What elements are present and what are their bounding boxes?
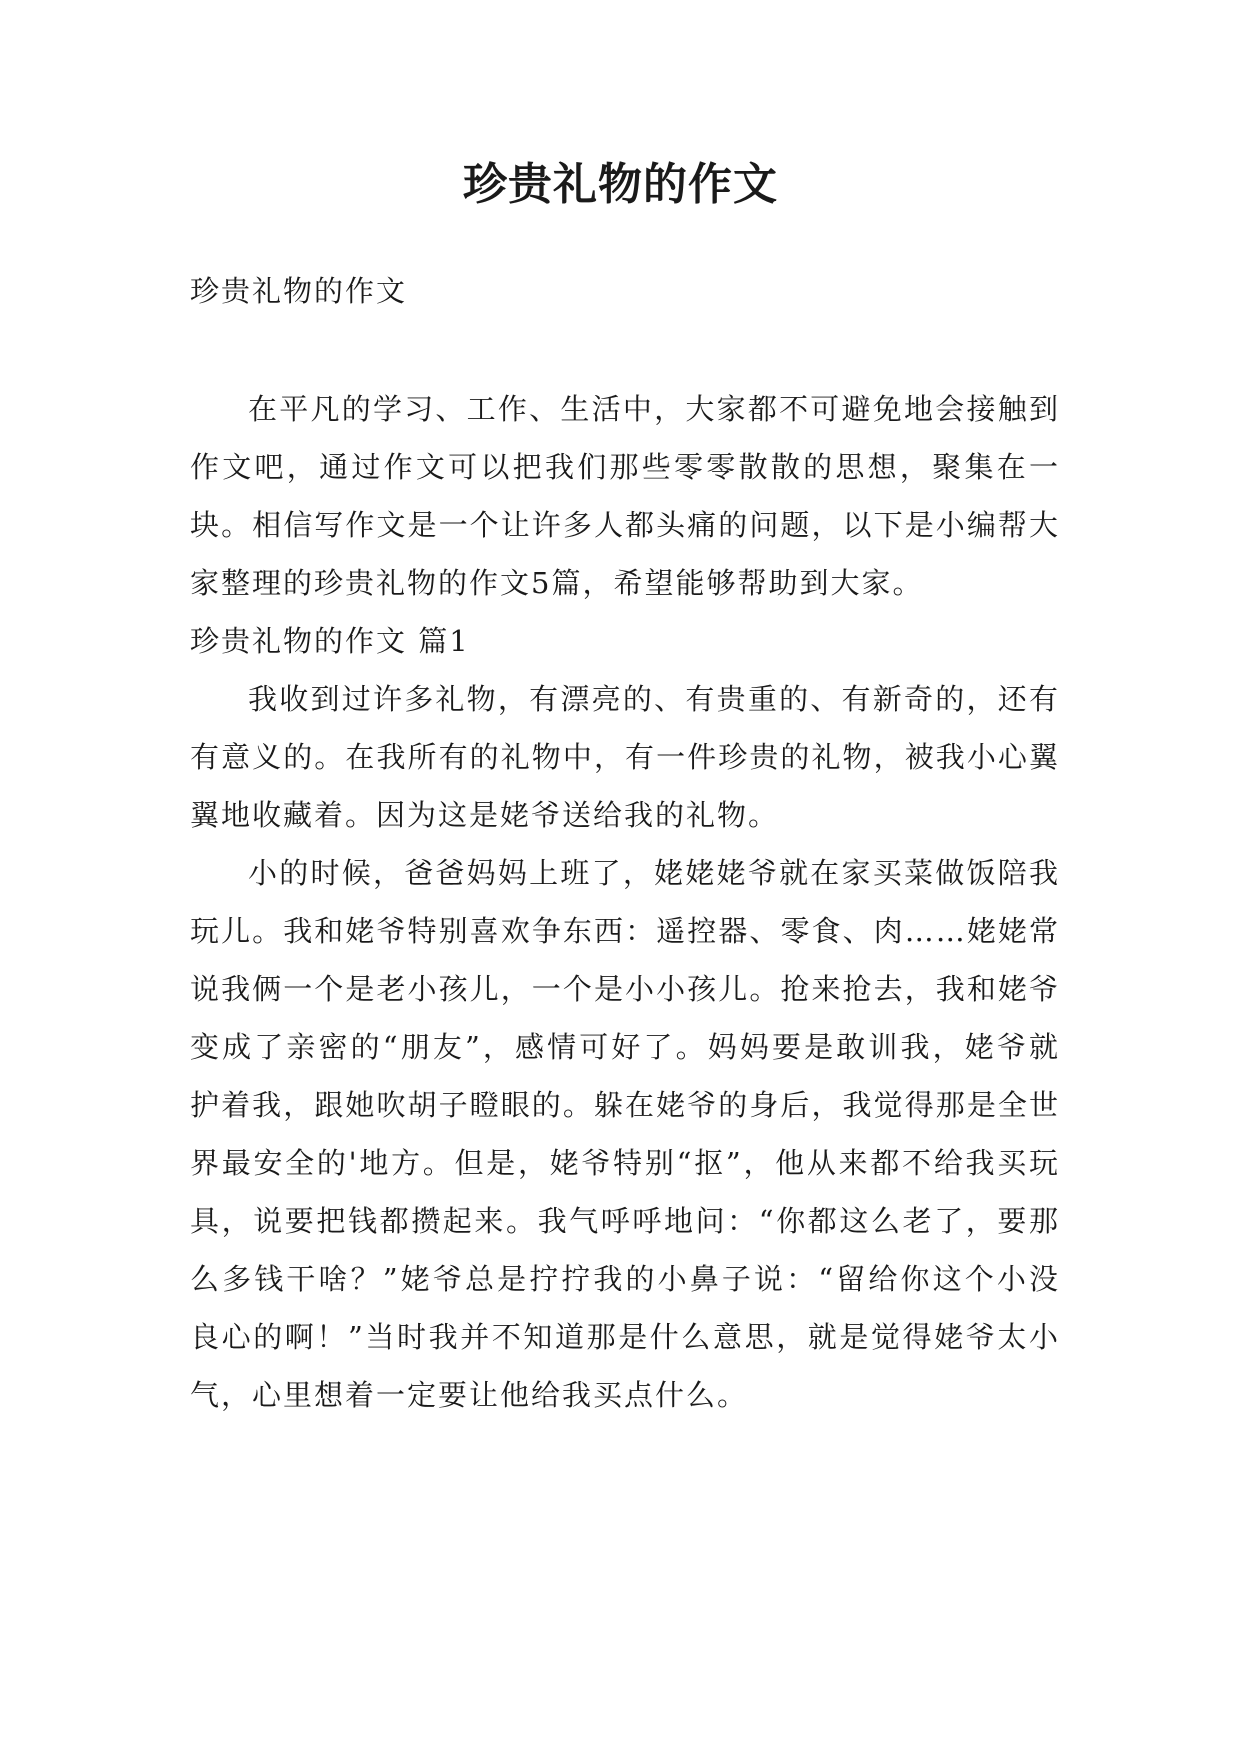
body-paragraph: 我收到过许多礼物，有漂亮的、有贵重的、有新奇的，还有有意义的。在我所有的礼物中，有一件珍贵的礼物，被我小心翼翼地收藏着。因为这是姥爷送给我的礼物。 [190, 682, 1060, 832]
document-body [190, 262, 1060, 1424]
body-paragraph: 小的时候，爸爸妈妈上班了，姥姥姥爷就在家买菜做饭陪我玩儿。我和姥爷特别喜欢争东西：遥控器、零食、肉……姥姥常说我俩一个是老小孩儿，一个是小小孩儿。抢来抢去，我和姥爷变成了亲密的“朋友”，感情可好了。妈妈要是敢训我，姥爷就护着我，跟她吹胡子瞪眼的。躲在姥爷的身后，我觉得那是全世界最安全的'地方。但是，姥爷特别“抠”，他从来都不给我买玩具，说要把钱都攒起来。我气呼呼地问：“你都这么老了，要那么多钱干啥？”姥爷总是拧拧我的小鼻子说：“留给你这个小没良心的啊！”当时我并不知道那是什么意思，就是觉得姥爷太小气，心里想着一定要让他给我买点什么。 [190, 856, 1060, 1412]
document-title: 珍贵礼物的作文 [463, 159, 778, 210]
document-subtitle: 珍贵礼物的作文 [190, 274, 408, 308]
section-heading: 珍贵礼物的作文 篇1 [190, 624, 470, 658]
intro-paragraph: 在平凡的学习、工作、生活中，大家都不可避免地会接触到作文吧，通过作文可以把我们那些零零散散的思想，聚集在一块。相信写作文是一个让许多人都头痛的问题，以下是小编帮大家整理的珍贵礼物的作文5篇，希望能够帮助到大家。 [190, 392, 1060, 600]
spacer [190, 320, 1060, 380]
